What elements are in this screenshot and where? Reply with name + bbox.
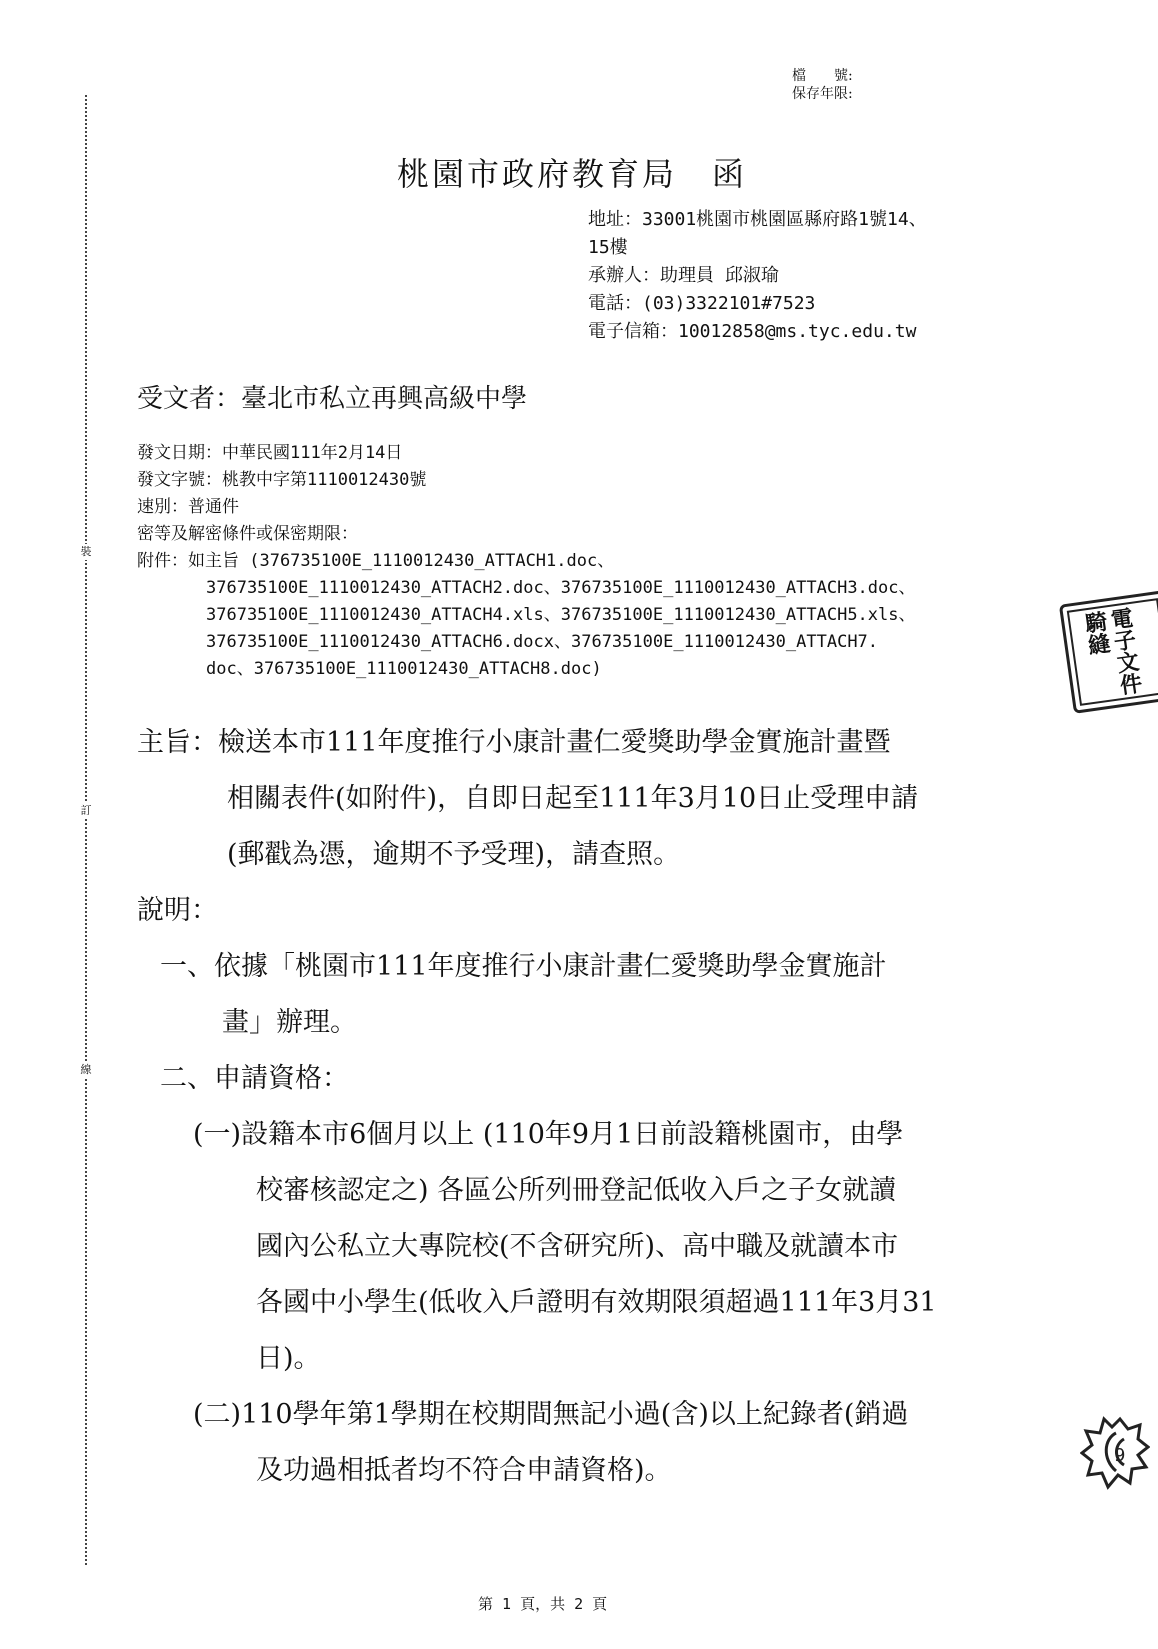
seam-stamp-text: 電子文件騎縫 — [1080, 605, 1143, 697]
sender-address-line1: 地址：33001桃園市桃園區縣府路1號14、 — [588, 209, 927, 230]
eligibility-item1-line: 國內公私立大專院校(不含研究所)、高中職及就讀本市 — [256, 1231, 899, 1262]
explanation-item1-line2: 畫」辦理。 — [222, 1007, 357, 1038]
attachments-line1[interactable]: 附件：如主旨 (376735100E_1110012430_ATTACH1.doc、 — [137, 551, 615, 571]
retention-label: 保存年限: — [792, 86, 853, 102]
security-level: 密等及解密條件或保密期限： — [137, 524, 358, 544]
sender-phone: 電話：(03)3322101#7523 — [588, 293, 816, 314]
eligibility-item1-line: 日)。 — [256, 1343, 321, 1374]
sender-handler: 承辦人：助理員 邱淑瑜 — [588, 265, 779, 286]
attachments-line[interactable]: 376735100E_1110012430_ATTACH4.xls、376735100E_1110012430_ATTACH5.xls、 — [206, 605, 916, 625]
recipient: 受文者：臺北市私立再興高級中學 — [137, 384, 528, 414]
eligibility-item1-line1: (一)設籍本市6個月以上 (110年9月1日前設籍桃園市，由學 — [193, 1119, 904, 1150]
sender-address-line2: 15樓 — [588, 237, 628, 258]
eligibility-item1-line: 各國中小學生(低收入戶證明有效期限須超過111年3月31 — [256, 1287, 937, 1318]
binding-label-zhuang: 裝 — [78, 544, 94, 560]
page-seal-icon — [1080, 1415, 1150, 1495]
document-title: 桃園市政府教育局 函 — [397, 155, 748, 193]
file-number-label: 檔 號: — [792, 68, 853, 84]
subject-line1: 主旨：檢送本市111年度推行小康計畫仁愛獎助學金實施計畫暨 — [137, 727, 891, 758]
binding-dotted-line — [85, 95, 87, 1565]
explanation-heading: 說明： — [137, 895, 218, 926]
attachments-line[interactable]: 376735100E_1110012430_ATTACH6.docx、376735100E_1110012430_ATTACH7. — [206, 632, 879, 652]
sender-email[interactable]: 電子信箱：10012858@ms.tyc.edu.tw — [588, 321, 917, 342]
attachments-line[interactable]: doc、376735100E_1110012430_ATTACH8.doc) — [206, 659, 602, 679]
explanation-item1-line1: 一、依據「桃園市111年度推行小康計畫仁愛獎助學金實施計 — [160, 951, 887, 982]
eligibility-item2-line1: (二)110學年第1學期在校期間無記小過(含)以上紀錄者(銷過 — [193, 1399, 909, 1430]
delivery-speed: 速別：普通件 — [137, 497, 239, 517]
page-footer: 第 1 頁，共 2 頁 — [478, 1595, 608, 1613]
eligibility-item2-line2: 及功過相抵者均不符合申請資格)。 — [256, 1455, 672, 1486]
explanation-item2-heading: 二、申請資格： — [160, 1063, 349, 1094]
binding-label-xian: 線 — [78, 1062, 94, 1078]
page-seal-number: 9 — [1114, 1445, 1126, 1466]
binding-label-ding: 訂 — [78, 803, 94, 819]
eligibility-item1-line: 校審核認定之) 各區公所列冊登記低收入戶之子女就讀 — [256, 1175, 897, 1206]
subject-line2: 相關表件(如附件)，自即日起至111年3月10日止受理申請 — [227, 783, 919, 814]
attachments-line[interactable]: 376735100E_1110012430_ATTACH2.doc、376735100E_1110012430_ATTACH3.doc、 — [206, 578, 916, 598]
subject-line3: (郵戳為憑，逾期不予受理)，請查照。 — [227, 839, 681, 870]
issue-date: 發文日期：中華民國111年2月14日 — [137, 443, 403, 463]
issue-number: 發文字號：桃教中字第1110012430號 — [137, 470, 427, 490]
seam-stamp — [1059, 590, 1158, 714]
